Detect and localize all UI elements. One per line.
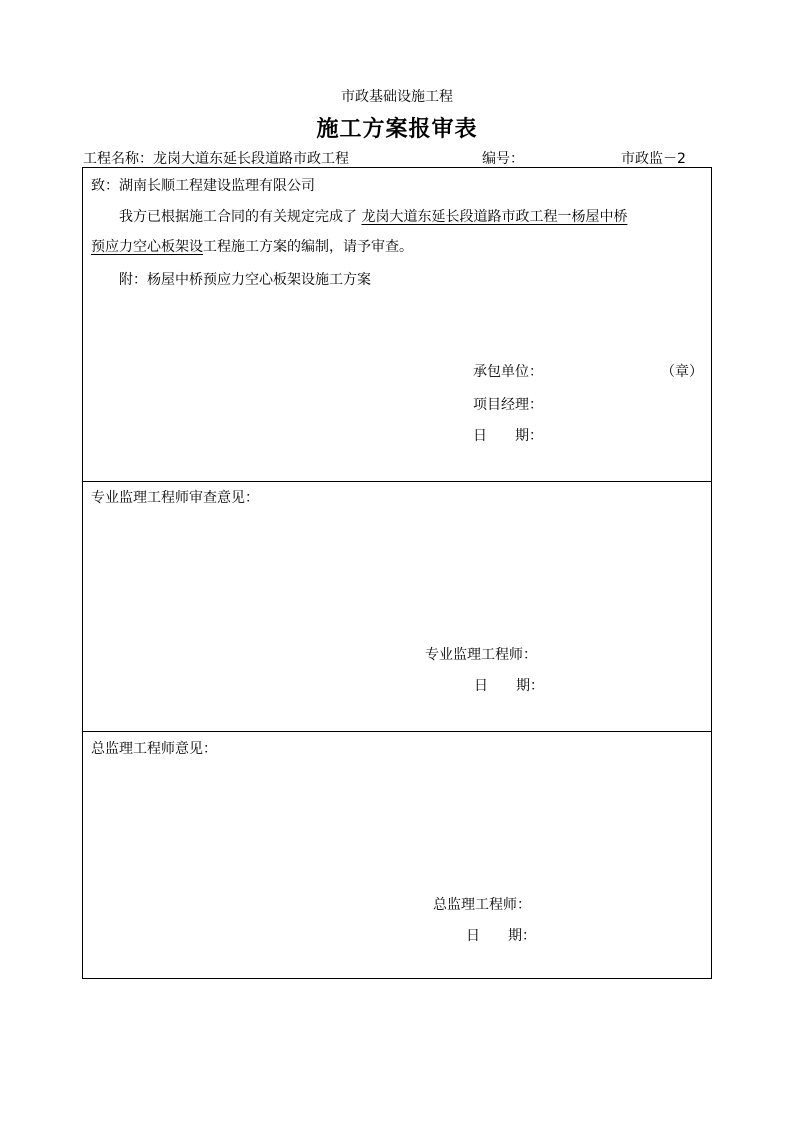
approval-form-table [82,167,712,979]
submission-body-line-1 [119,206,627,226]
project-name-line [83,148,349,168]
specialist-review-heading: 专业监理工程师审查意见： [91,490,259,506]
project-scope-underlined-2: 预应力空心板架设 [91,239,203,255]
section-divider-1 [83,481,711,482]
submission-body-suffix: 工程施工方案的编制，请予审查。 [203,239,413,255]
form-code: 市政监－2 [621,151,686,167]
project-scope-underlined-1: 龙岗大道东延长段道路市政工程一杨屋中桥 [361,209,628,225]
chief-review-heading: 总监理工程师意见： [91,741,217,757]
submission-body-line-2 [91,236,413,256]
submission-body-prefix: 我方已根据施工合同的有关规定完成了 [119,209,357,225]
project-name: 龙岗大道东延长段道路市政工程 [153,151,349,167]
specialist-engineer-label: 专业监理工程师： [425,647,537,663]
seal-label: （章） [661,364,703,380]
project-manager-label: 项目经理： [473,397,543,413]
section-divider-2 [83,731,711,732]
attachment-line: 附：杨屋中桥预应力空心板架设施工方案 [119,272,371,288]
chief-date-label: 日 期： [466,928,536,944]
addressee-line: 致：湖南长顺工程建设监理有限公司 [91,178,315,194]
document-subtitle: 市政基础设施工程 [341,89,453,105]
contractor-label: 承包单位： [473,364,543,380]
project-label: 工程名称： [83,151,153,167]
specialist-date-label: 日 期： [474,678,544,694]
chief-engineer-label: 总监理工程师： [433,897,531,913]
number-label: 编号： [482,151,524,167]
contractor-date-label: 日 期： [473,428,543,444]
form-title: 施工方案报审表 [316,116,478,142]
